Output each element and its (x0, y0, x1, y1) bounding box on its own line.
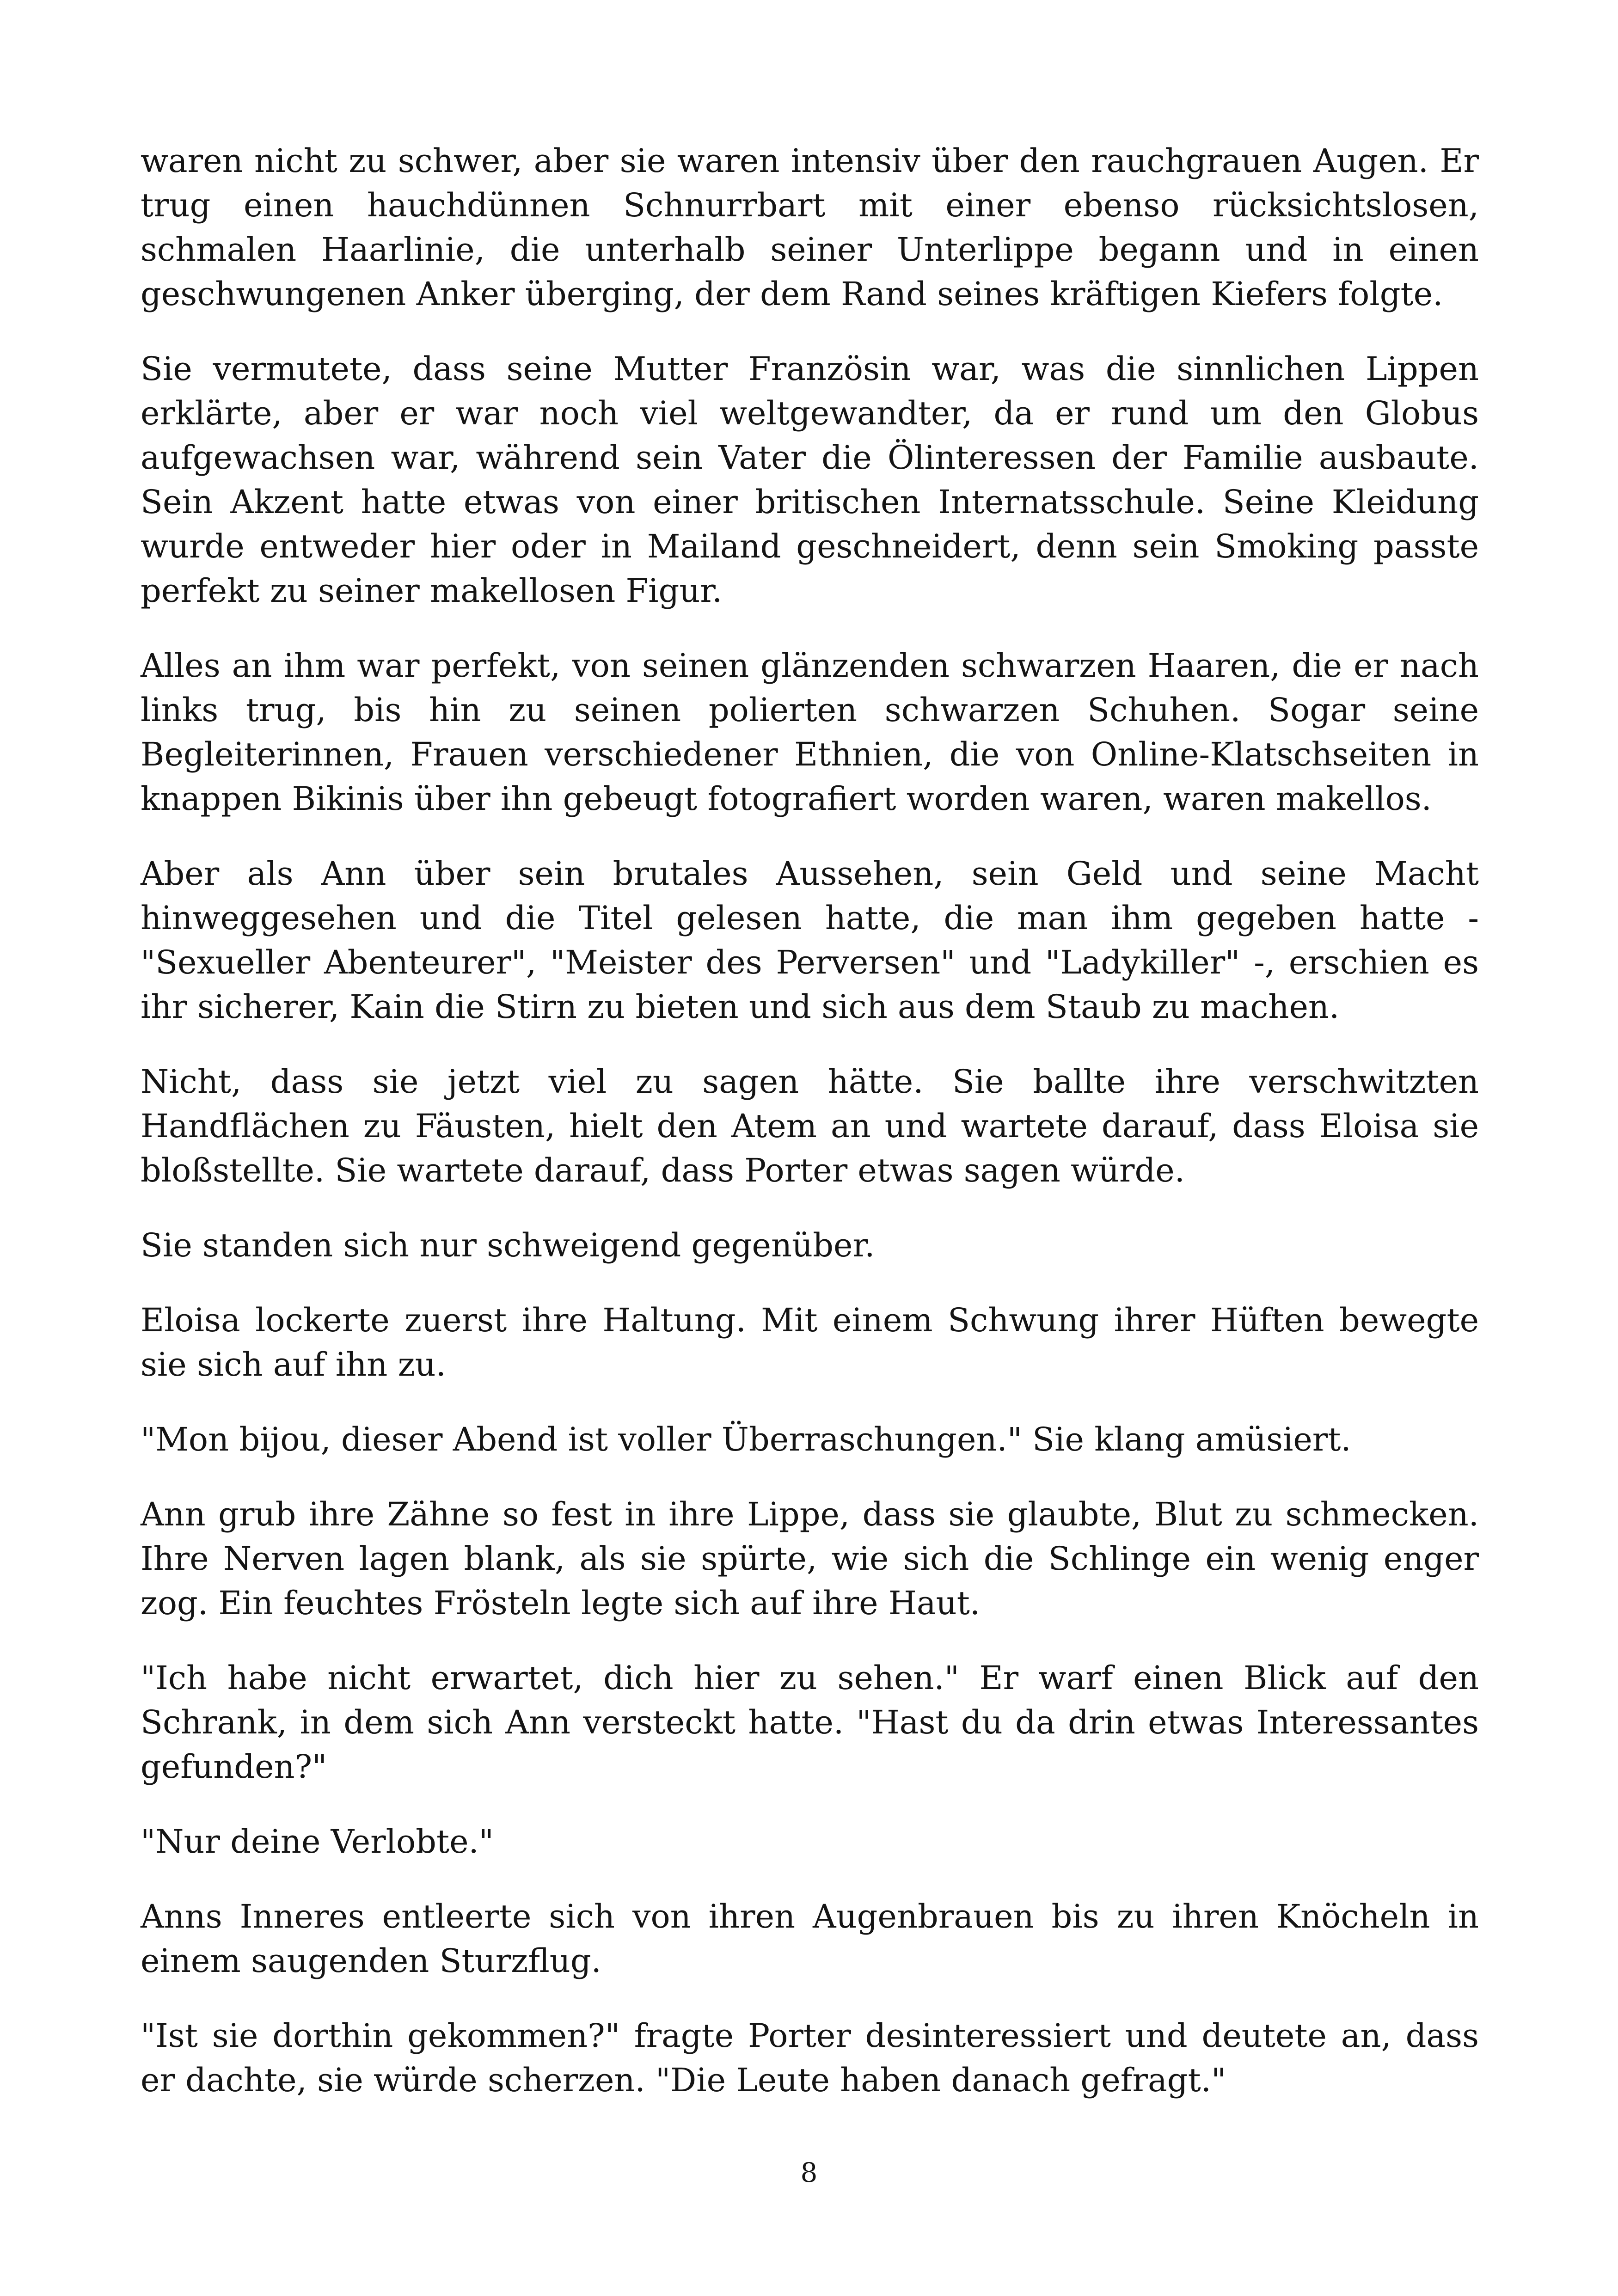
paragraph: "Mon bijou, dieser Abend ist voller Überraschungen." Sie klang amüsiert. (141, 1420, 1351, 1458)
paragraph: Aber als Ann über sein brutales Aussehen, sein Geld und seine Macht hinweggesehen und die Titel gelesen hatte, die man ihm gegeben hatte - "Sexueller Abenteurer", "Meister des Perversen" und "Ladykiller" -, erschien es ihr sicherer, Kain die Stirn zu bieten und sich aus dem Staub zu machen. (141, 855, 1479, 1026)
paragraph: Nicht, dass sie jetzt viel zu sagen hätte. Sie ballte ihre verschwitzten Handflächen zu Fäusten, hielt den Atem an und wartete darauf, dass Eloisa sie bloßstellte. Sie wartete darauf, dass Porter etwas sagen würde. (141, 1063, 1479, 1189)
paragraph: Sie standen sich nur schweigend gegenüber. (141, 1226, 875, 1264)
paragraph: waren nicht zu schwer, aber sie waren intensiv über den rauchgrauen Augen. Er trug einen hauchdünnen Schnurrbart mit einer ebenso rücksichtslosen, schmalen Haarlinie, die unterhalb seiner Unterlippe begann und in einen geschwungenen Anker überging, der dem Rand seines kräftigen Kiefers folgte. (141, 142, 1479, 313)
paragraph: "Ich habe nicht erwartet, dich hier zu sehen." Er warf einen Blick auf den Schrank, in dem sich Ann versteckt hatte. "Hast du da drin etwas Interessantes gefunden?" (141, 1659, 1479, 1786)
paragraph: Eloisa lockerte zuerst ihre Haltung. Mit einem Schwung ihrer Hüften bewegte sie sich auf ihn zu. (141, 1301, 1479, 1384)
paragraph: Sie vermutete, dass seine Mutter Französin war, was die sinnlichen Lippen erklärte, aber er war noch viel weltgewandter, da er rund um den Globus aufgewachsen war, während sein Vater die Ölinteressen der Familie ausbaute. Sein Akzent hatte etwas von einer britischen Internatsschule. Seine Kleidung wurde entweder hier oder in Mailand geschneidert, denn sein Smoking passte perfekt zu seiner makellosen Figur. (141, 350, 1479, 610)
paragraph: Ann grub ihre Zähne so fest in ihre Lippe, dass sie glaubte, Blut zu schmecken. Ihre Nerven lagen blank, als sie spürte, wie sich die Schlinge ein wenig enger zog. Ein feuchtes Frösteln legte sich auf ihre Haut. (141, 1495, 1479, 1622)
page-number: 8 (800, 2157, 818, 2188)
paragraph: "Ist sie dorthin gekommen?" fragte Porter desinteressiert und deutete an, dass er dachte, sie würde scherzen. "Die Leute haben danach gefragt." (141, 2017, 1479, 2099)
body-text (141, 139, 1479, 2133)
paragraph: Alles an ihm war perfekt, von seinen glänzenden schwarzen Haaren, die er nach links trug, bis hin zu seinen polierten schwarzen Schuhen. Sogar seine Begleiterinnen, Frauen verschiedener Ethnien, die von Online-Klatschseiten in knappen Bikinis über ihn gebeugt fotografiert worden waren, waren makellos. (141, 647, 1479, 818)
paragraph: Anns Inneres entleerte sich von ihren Augenbrauen bis zu ihren Knöcheln in einem saugenden Sturzflug. (141, 1898, 1479, 1980)
paragraph: "Nur deine Verlobte." (141, 1823, 494, 1861)
